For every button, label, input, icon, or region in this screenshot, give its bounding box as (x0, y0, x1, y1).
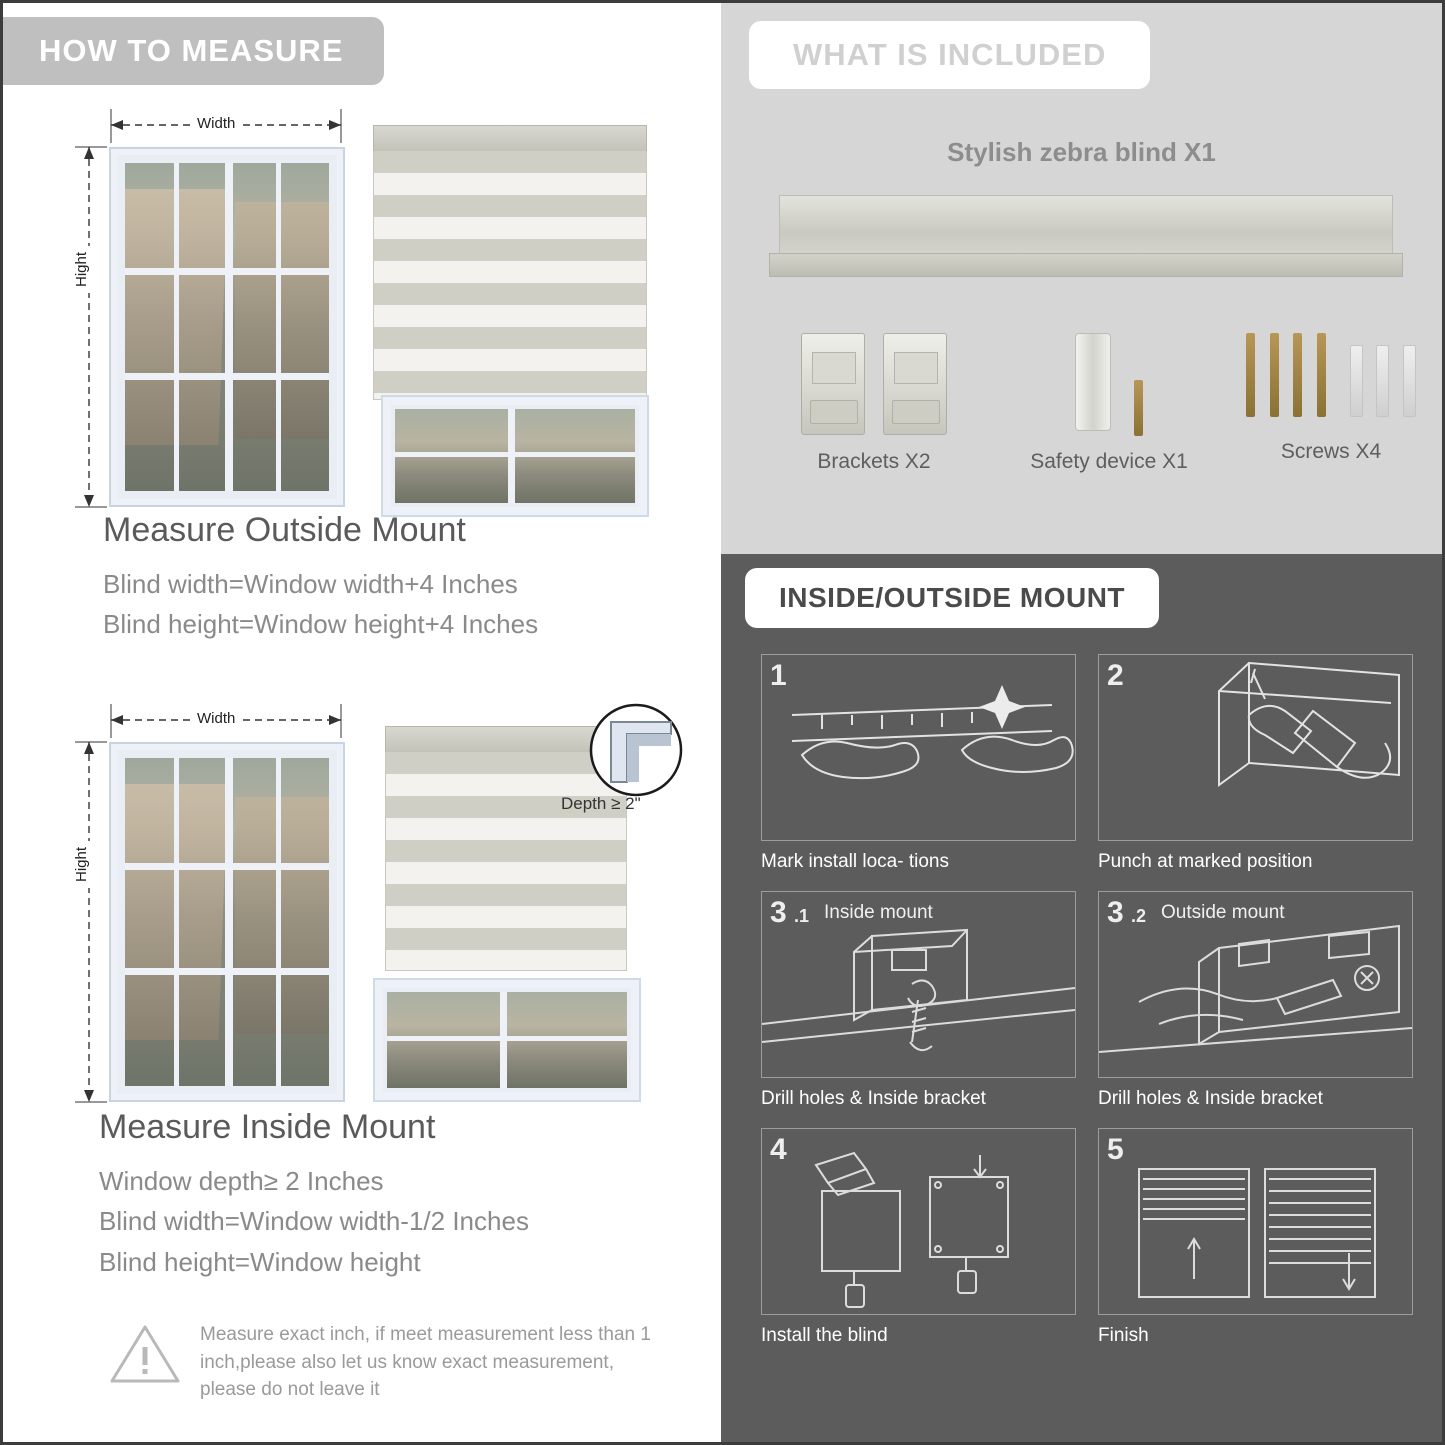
step-3-1 (761, 891, 1074, 1110)
outside-height-label: Hight (73, 246, 90, 293)
part-brackets-label: Brackets X2 (817, 450, 931, 473)
step-1-number: 1 (770, 659, 787, 692)
step-4-caption: Install the blind (761, 1325, 888, 1346)
outside-mount-diagram (63, 103, 683, 523)
blind-fabric (373, 151, 647, 400)
window-illustration-outside (109, 147, 345, 507)
step-2-number: 2 (1107, 659, 1124, 692)
outside-mount-title: Measure Outside Mount (103, 511, 466, 549)
step-1-caption: Mark install loca- tions (761, 851, 949, 872)
inside-height-label: Hight (73, 841, 90, 888)
step-4 (761, 1128, 1074, 1347)
wall-anchor-icon (1350, 345, 1363, 417)
included-parts-row (761, 333, 1411, 513)
outside-mount-line-2: Blind height=Window height+4 Inches (103, 609, 539, 640)
inside-mount-title: Measure Inside Mount (99, 1108, 436, 1146)
step-3-1-number: 3 (770, 896, 787, 929)
step-2-image (1098, 654, 1413, 841)
step-2 (1098, 654, 1411, 873)
step-5-image (1098, 1128, 1413, 1315)
outside-bracket-icon (1099, 892, 1412, 1077)
step-2-caption: Punch at marked position (1098, 851, 1313, 872)
blind-headrail (373, 125, 647, 153)
step-5-number: 5 (1107, 1133, 1124, 1166)
window-view-photo-inside (125, 758, 329, 1086)
screw-icon (1317, 333, 1326, 417)
screw-icon (1246, 333, 1255, 417)
measure-note-text: Measure exact inch, if meet measurement less than 1 inch,please also let us know exact measurement, please do not leave it (200, 1324, 651, 1401)
step-3-2 (1098, 891, 1411, 1110)
main-item-label: Stylish zebra blind X1 (947, 137, 1216, 167)
step-3-1-caption: Drill holes & Inside bracket (761, 1088, 986, 1109)
measure-note (108, 1321, 668, 1404)
what-is-included-title: WHAT IS INCLUDED (749, 21, 1150, 89)
inside-outside-mount-title: INSIDE/OUTSIDE MOUNT (745, 568, 1159, 628)
window-below-mullions-inside (387, 992, 627, 1088)
step-3-2-subnumber: .2 (1131, 906, 1147, 926)
hand-tape-measure-icon (762, 655, 1075, 840)
part-safety-device (1009, 333, 1209, 474)
outside-mount-line-1: Blind width=Window width+4 Inches (103, 569, 518, 599)
window-view-photo (125, 163, 329, 491)
steps-row-1 (761, 654, 1411, 873)
part-screws-label: Screws X4 (1280, 440, 1382, 463)
step-4-image (761, 1128, 1076, 1315)
inside-outside-mount-panel (721, 554, 1442, 1442)
step-3-2-number: 3 (1107, 896, 1124, 929)
window-below-blind-inside (373, 978, 641, 1102)
blind-outside-mount-illustration (373, 125, 653, 515)
step-3-2-image (1098, 891, 1413, 1078)
step-3-2-caption: Drill holes & Inside bracket (1098, 1088, 1323, 1109)
installation-steps (761, 654, 1411, 1365)
how-to-measure-panel (3, 3, 715, 1442)
zebra-blind-product-icon (769, 195, 1399, 291)
outside-height-dimension (67, 135, 107, 525)
screw-icon (1293, 333, 1302, 417)
window-illustration-inside (109, 742, 345, 1102)
steps-row-3 (761, 1128, 1411, 1347)
bracket-icon (801, 333, 865, 435)
steps-row-2 (761, 891, 1411, 1110)
depth-label: Depth ≥ 2" (561, 794, 641, 813)
safety-device-icon (1075, 333, 1111, 431)
part-safety-label: Safety device X1 (1030, 450, 1188, 473)
wall-anchor-icon (1376, 345, 1389, 417)
bracket-screwdriver-icon (762, 892, 1075, 1077)
inside-mount-line-2: Blind width=Window width-1/2 Inches (99, 1206, 529, 1237)
screw-icon (1134, 380, 1143, 436)
inside-mount-diagram (63, 698, 683, 1118)
step-1-image (761, 654, 1076, 841)
step-3-2-inline-label: Outside mount (1161, 902, 1285, 923)
window-below-mullions (395, 409, 635, 503)
inside-width-label: Width (191, 710, 241, 727)
step-5 (1098, 1128, 1411, 1347)
part-brackets (779, 333, 969, 474)
warning-triangle-icon (108, 1321, 182, 1387)
step-5-caption: Finish (1098, 1325, 1149, 1346)
screw-icon (1270, 333, 1279, 417)
part-screws (1231, 333, 1431, 464)
inside-mount-line-3: Blind height=Window height (99, 1246, 421, 1277)
blind-rail-bottom (769, 253, 1403, 277)
step-3-1-inline-label: Inside mount (824, 902, 933, 923)
inside-mount-text (99, 1108, 529, 1282)
inside-mount-line-1: Window depth≥ 2 Inches (99, 1166, 384, 1196)
blind-rail-top (779, 195, 1393, 259)
what-is-included-panel (721, 3, 1442, 554)
step-4-number: 4 (770, 1133, 787, 1166)
inside-height-dimension (67, 730, 107, 1120)
step-3-1-image (761, 891, 1076, 1078)
window-below-blind (381, 395, 649, 517)
wall-anchor-icon (1403, 345, 1416, 417)
outside-mount-text (103, 511, 538, 645)
step-1 (761, 654, 1074, 873)
outside-width-label: Width (191, 115, 241, 132)
depth-callout-icon (553, 700, 693, 840)
drill-icon (1099, 655, 1412, 840)
finished-blind-icon (1099, 1129, 1412, 1314)
install-blind-icon (762, 1129, 1075, 1314)
step-3-1-subnumber: .1 (794, 906, 810, 926)
bracket-icon (883, 333, 947, 435)
how-to-measure-header (3, 17, 384, 85)
how-to-measure-title: HOW TO MEASURE (3, 17, 384, 85)
